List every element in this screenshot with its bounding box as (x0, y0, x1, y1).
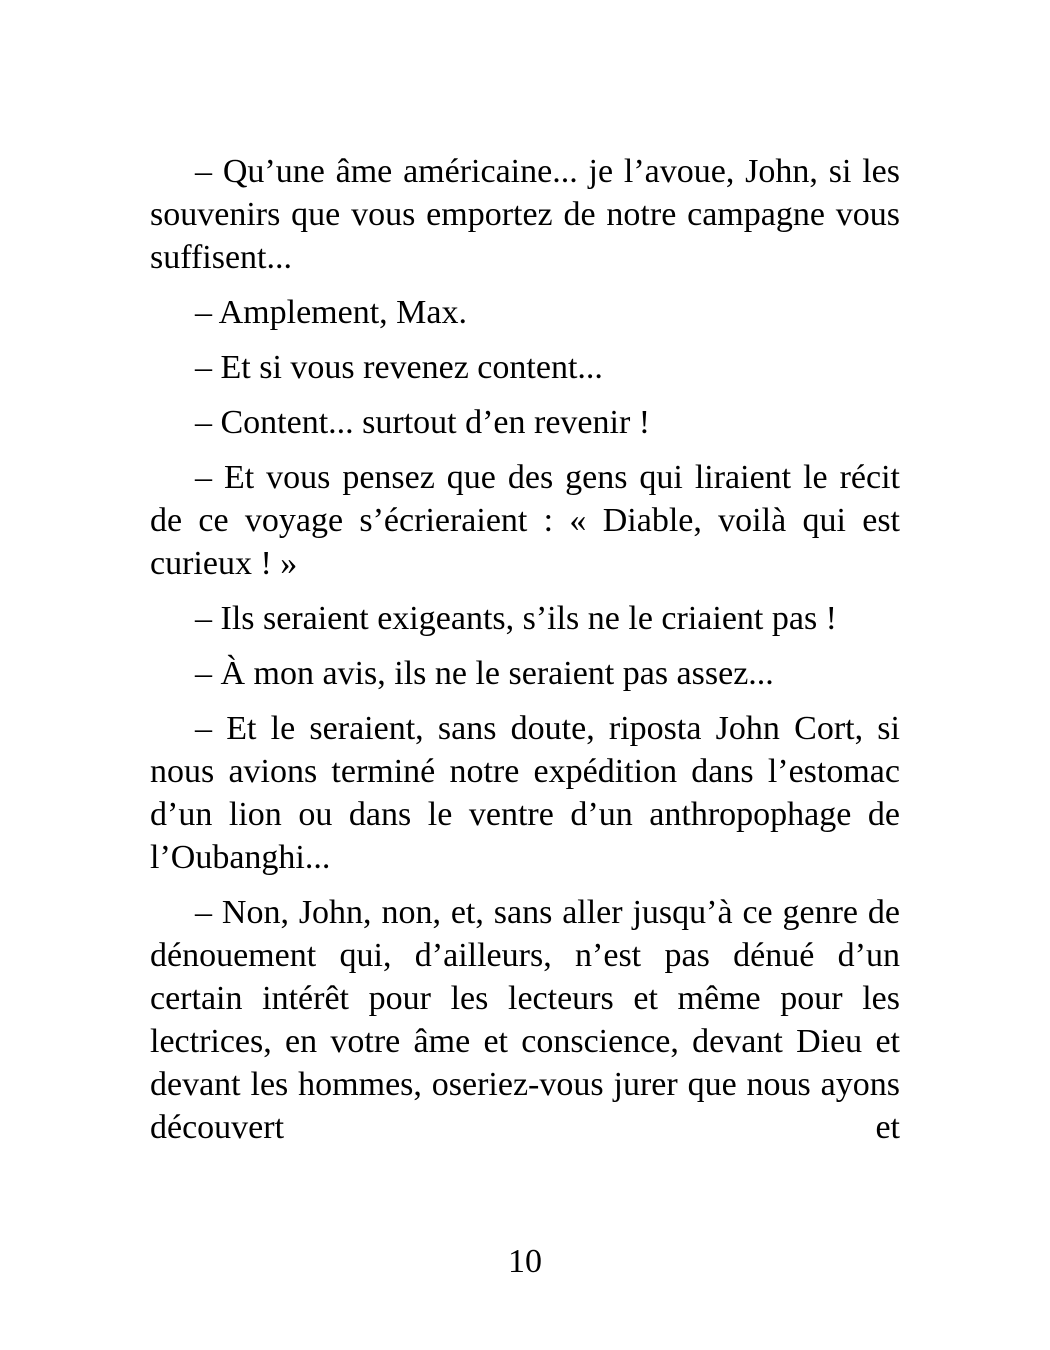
paragraph-7: – À mon avis, ils ne le seraient pas assez... (195, 655, 774, 692)
page-number: 10 (508, 1243, 542, 1280)
paragraph-3: – Et si vous revenez content... (195, 349, 603, 386)
paragraph-2: – Amplement, Max. (195, 294, 467, 331)
paragraph-5: – Et vous pensez que des gens qui liraient le récit de ce voyage s’écrieraient : « Diable, voilà qui est curieux ! » (150, 459, 900, 582)
page-body (150, 150, 900, 1161)
paragraph-1: – Qu’une âme américaine... je l’avoue, John, si les souvenirs que vous emportez de notre campagne vous suffisent... (150, 153, 900, 276)
paragraph-8: – Et le seraient, sans doute, riposta John Cort, si nous avions terminé notre expédition dans l’estomac d’un lion ou dans le ventre d’un anthropophage de l’Oubanghi... (150, 710, 900, 876)
paragraph-9: – Non, John, non, et, sans aller jusqu’à ce genre de dénouement qui, d’ailleurs, n’est pas dénué d’un certain intérêt pour les lecteurs et même pour les lectrices, en votre âme et conscience, devant Dieu et devant les hommes, oseriez-vous jurer que nous ayons découvert et (150, 894, 900, 1146)
paragraph-4: – Content... surtout d’en revenir ! (195, 404, 651, 441)
paragraph-6: – Ils seraient exigeants, s’ils ne le criaient pas ! (195, 600, 837, 637)
